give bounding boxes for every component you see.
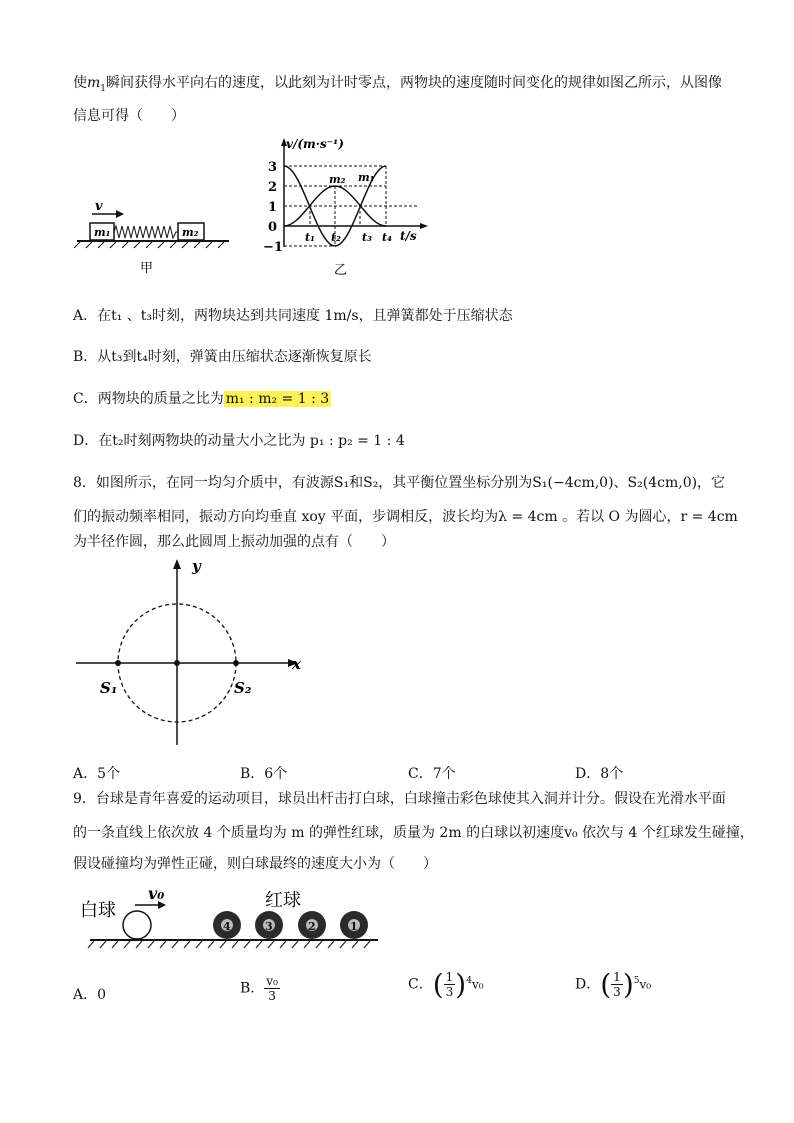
q7-option-c[interactable]: C．两物块的质量之比为 m₁ : m₂ = 1 : 3 <box>73 391 330 407</box>
q8-stem-line1: 8．如图所示，在同一均匀介质中，有波源S₁和S₂，其平衡位置坐标分别为S₁(−4cm,0)、S₂(4cm,0)，它 <box>73 475 726 491</box>
caption-jia: 甲 <box>140 261 154 276</box>
highlighted-ratio: m₁ : m₂ = 1 : 3 <box>225 391 330 407</box>
red-ball-1 <box>340 911 368 939</box>
svg-text:2: 2 <box>268 180 278 195</box>
svg-text:3: 3 <box>265 920 273 933</box>
svg-text:4: 4 <box>223 920 231 933</box>
red-ball-4 <box>213 911 241 939</box>
svg-text:白球: 白球 <box>80 900 116 921</box>
red-ball-3 <box>255 911 283 939</box>
svg-text:0: 0 <box>268 220 278 235</box>
svg-text:1: 1 <box>268 200 278 215</box>
svg-text:S₂: S₂ <box>234 679 252 697</box>
q7-option-a[interactable]: A．在t₁ 、t₃时刻，两物块达到共同速度 1m/s，且弹簧都处于压缩状态 <box>73 308 513 324</box>
figure-jia <box>72 190 232 280</box>
figure-q8-circle <box>72 555 308 755</box>
q7-stem-line1: 使$m_1$瞬间获得水平向右的速度，以此刻为计时零点，两物块的速度随时间变化的规律如图乙所示，从图像 <box>73 75 723 94</box>
q8-option-c[interactable]: C．7个 <box>408 766 456 782</box>
svg-text:t/s: t/s <box>400 229 417 243</box>
svg-text:x: x <box>292 655 301 673</box>
white-ball <box>123 911 151 939</box>
figure-yi <box>262 136 430 282</box>
q8-option-b[interactable]: B．6个 <box>240 766 288 782</box>
q7-option-b[interactable]: B．从t₃到t₄时刻，弹簧由压缩状态逐渐恢复原长 <box>73 349 372 365</box>
q9-stem-line3: 假设碰撞均为弹性正碰，则白球最终的速度大小为（ ） <box>73 856 437 872</box>
q7-option-d[interactable]: D．在t₂时刻两物块的动量大小之比为 p₁ : p₂ = 1 : 4 <box>73 433 405 449</box>
point-s1 <box>115 660 121 666</box>
svg-text:2: 2 <box>308 920 316 933</box>
svg-text:v₀: v₀ <box>148 884 165 903</box>
q9-option-b[interactable]: B． $\frac{\text{v₀}}{3}$ <box>240 974 278 1003</box>
svg-text:3: 3 <box>268 160 278 175</box>
point-s2 <box>233 660 239 666</box>
label-m1: m₁ <box>94 226 111 239</box>
figure-q9-billiards <box>80 876 380 956</box>
q9-stem-line2: 的一条直线上依次放 4 个质量均为 m 的弹性红球，质量为 2m 的白球以初速度v₀ 依次与 4 个红球发生碰撞， <box>73 825 754 841</box>
q9-option-d[interactable]: D．( $\frac{1}{3}$ )$^5$v₀ <box>575 968 652 1001</box>
label-m2: m₂ <box>182 226 199 239</box>
q9-option-c[interactable]: C．( $\frac{1}{3}$ )$^4$v₀ <box>408 968 484 1001</box>
svg-text:m₁: m₁ <box>358 171 375 184</box>
q8-stem-line2: 们的振动频率相同，振动方向均垂直 xoy 平面，步调相反，波长均为λ = 4cm 。若以 O 为圆心，r = 4cm <box>73 509 738 525</box>
svg-text:v/(m·s⁻¹): v/(m·s⁻¹) <box>286 137 344 151</box>
svg-text:t₂: t₂ <box>331 231 341 244</box>
svg-text:t₄: t₄ <box>382 231 392 244</box>
svg-text:1: 1 <box>350 920 358 933</box>
q8-stem-line3: 为半径作圆，那么此圆周上振动加强的点有（ ） <box>73 534 395 550</box>
label-v: v <box>95 199 103 214</box>
q9-option-a[interactable]: A．0 <box>73 987 107 1003</box>
svg-text:S₁: S₁ <box>100 679 118 697</box>
svg-text:红球: 红球 <box>265 890 301 911</box>
svg-text:乙: 乙 <box>334 263 348 278</box>
svg-text:y: y <box>192 557 201 575</box>
red-ball-2 <box>298 911 326 939</box>
svg-text:m₂: m₂ <box>329 173 346 186</box>
q9-stem-line1: 9．台球是青年喜爱的运动项目，球员出杆击打白球，白球撞击彩色球使其入洞并计分。假设在光滑水平面 <box>73 791 726 807</box>
spring <box>114 226 178 238</box>
q7-stem-line2: 信息可得（ ） <box>73 108 185 124</box>
q8-option-d[interactable]: D．8个 <box>575 766 624 782</box>
svg-text:t₃: t₃ <box>362 231 372 244</box>
svg-text:−1: −1 <box>263 240 283 255</box>
point-o <box>174 660 180 666</box>
svg-text:t₁: t₁ <box>305 231 315 244</box>
q8-option-a[interactable]: A．5个 <box>73 766 121 782</box>
